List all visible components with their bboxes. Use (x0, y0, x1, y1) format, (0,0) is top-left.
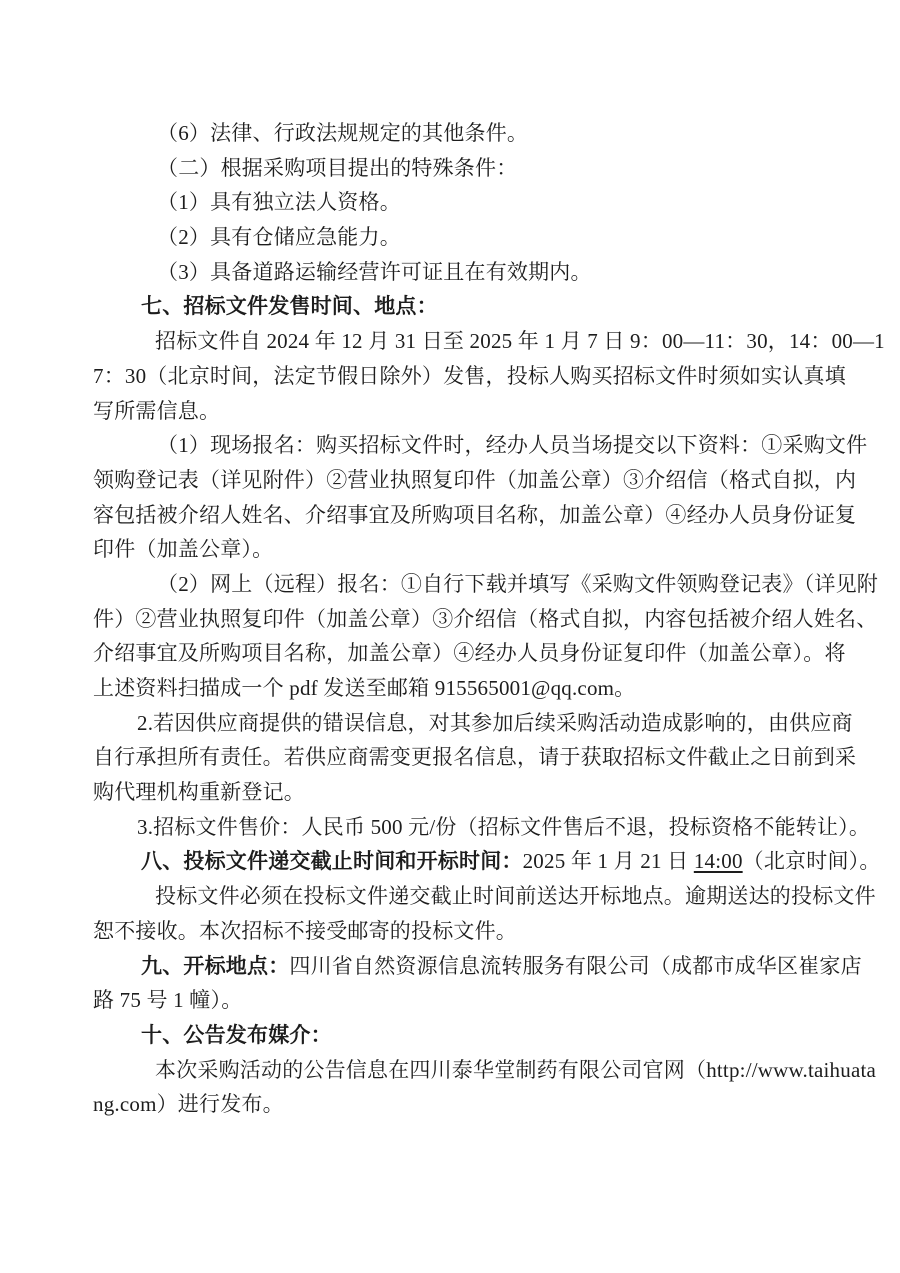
sale-time-paragraph-line-2 (93, 359, 846, 394)
supplier-liability-line-3 (93, 775, 807, 810)
onsite-registration-text-2: 领购登记表（详见附件）②营业执照复印件（加盖公章）③介绍信（格式自拟，内 (93, 467, 857, 492)
supplier-liability-line-2 (93, 740, 857, 775)
onsite-registration-text-4: 印件（加盖公章）。 (93, 537, 274, 562)
online-registration-line-4 (93, 671, 807, 706)
online-registration-text-2: 件）②营业执照复印件（加盖公章）③介绍信（格式自拟，内容包括被介绍人姓名、 (93, 606, 878, 631)
subsection-2-heading-text: （二）根据采购项目提出的特殊条件： (157, 155, 518, 180)
announcement-media-line-1 (93, 1053, 877, 1088)
onsite-registration-text-1: （1）现场报名：购买招标文件时，经办人员当场提交以下资料：①采购文件 (157, 433, 868, 458)
sale-time-paragraph-line-3 (93, 394, 807, 429)
section-10-heading-text: 十、公告发布媒介： (141, 1022, 332, 1047)
sale-time-paragraph-line-1 (93, 324, 885, 359)
opening-location-text-1: 四川省自然资源信息流转服务有限公司（成都市成华区崔家店 (289, 953, 862, 978)
condition-item-6-text: （6）法律、行政法规规定的其他条件。 (157, 121, 529, 145)
section-8-heading-text: 八、投标文件递交截止时间和开标时间： (141, 849, 523, 874)
condition-item-6 (93, 116, 807, 151)
special-condition-2 (93, 220, 807, 255)
sale-time-text-1: 招标文件自 2024 年 12 月 31 日至 2025 年 1 月 7 日 9：00—11：30，14：00—1 (155, 329, 885, 354)
section-7-heading (93, 289, 807, 324)
section-9-heading (93, 949, 862, 984)
section-8-heading (93, 844, 881, 879)
online-registration-line-1 (93, 567, 878, 602)
announcement-media-text-1: 本次采购活动的公告信息在四川泰华堂制药有限公司官网（http://www.taihuata (155, 1057, 877, 1082)
supplier-liability-line-1 (93, 706, 853, 741)
submission-rule-line-2 (93, 914, 807, 949)
special-condition-1-text: （1）具有独立法人资格。 (157, 190, 401, 215)
online-registration-line-2 (93, 602, 878, 637)
special-condition-3 (93, 255, 807, 290)
sale-time-text-2: 7：30（北京时间，法定节假日除外）发售，投标人购买招标文件时须如实认真填 (93, 363, 846, 388)
announcement-media-text-2: ng.com）进行发布。 (93, 1092, 284, 1117)
special-condition-2-text: （2）具有仓储应急能力。 (157, 225, 401, 250)
document-price-text: 3.招标文件售价：人民币 500 元/份（招标文件售后不退，投标资格不能转让）。 (137, 814, 871, 839)
opening-location-line-2 (93, 983, 807, 1018)
deadline-timezone-text: （北京时间）。 (742, 849, 881, 874)
document-price-line (93, 810, 871, 845)
deadline-time-underlined: 14:00 (693, 849, 743, 874)
onsite-registration-line-3 (93, 498, 857, 533)
onsite-registration-line-4 (93, 532, 807, 567)
onsite-registration-line-1 (93, 428, 868, 463)
deadline-date-text: 2025 年 1 月 21 日 (522, 849, 694, 874)
sale-time-text-3: 写所需信息。 (93, 398, 221, 423)
subsection-2-heading (93, 151, 807, 186)
submission-rule-line-1 (93, 879, 876, 914)
onsite-registration-text-3: 容包括被介绍人姓名、介绍事宜及所购项目名称，加盖公章）④经办人员身份证复 (93, 502, 857, 527)
section-7-heading-text: 七、招标文件发售时间、地点： (141, 294, 438, 319)
section-9-heading-text: 九、开标地点： (141, 953, 290, 978)
supplier-liability-text-3: 购代理机构重新登记。 (93, 780, 305, 805)
online-registration-text-3: 介绍事宜及所购项目名称，加盖公章）④经办人员身份证复印件（加盖公章）。将 (93, 641, 846, 666)
onsite-registration-line-2 (93, 463, 857, 498)
online-registration-text-4: 上述资料扫描成一个 pdf 发送至邮箱 915565001@qq.com。 (93, 676, 636, 700)
announcement-media-line-2 (93, 1087, 807, 1122)
supplier-liability-text-1: 2.若因供应商提供的错误信息，对其参加后续采购活动造成影响的，由供应商 (137, 710, 853, 735)
opening-location-text-2: 路 75 号 1 幢）。 (93, 988, 243, 1013)
special-condition-3-text: （3）具备道路运输经营许可证且在有效期内。 (157, 259, 592, 284)
special-condition-1 (93, 185, 807, 220)
submission-rule-text-2: 恕不接收。本次招标不接受邮寄的投标文件。 (93, 918, 517, 943)
section-10-heading (93, 1018, 807, 1053)
submission-rule-text-1: 投标文件必须在投标文件递交截止时间前送达开标地点。逾期送达的投标文件 (155, 884, 876, 909)
online-registration-line-3 (93, 636, 846, 671)
online-registration-text-1: （2）网上（远程）报名：①自行下载并填写《采购文件领购登记表》（详见附 (157, 571, 878, 596)
supplier-liability-text-2: 自行承担所有责任。若供应商需变更报名信息，请于获取招标文件截止之日前到采 (93, 745, 857, 770)
